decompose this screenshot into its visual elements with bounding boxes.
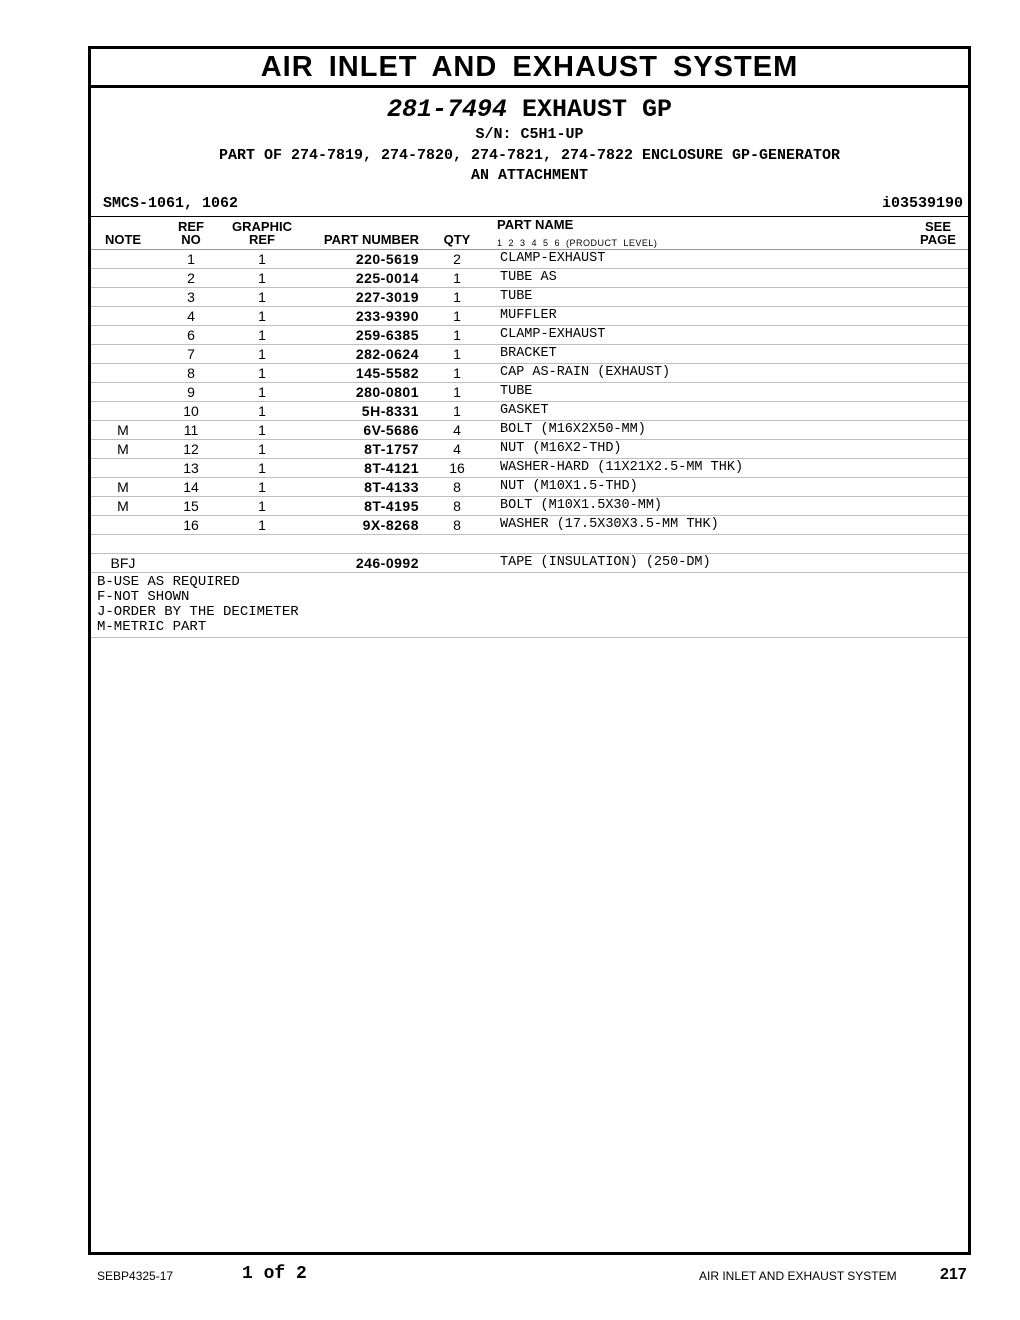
cell-part-name: MUFFLER — [500, 308, 557, 323]
cell-part-number: 225-0014 — [355, 270, 419, 286]
cell-qty: 1 — [453, 327, 461, 343]
cell-qty: 1 — [453, 308, 461, 324]
cell-part-number: 6V-5686 — [363, 422, 419, 438]
table-row — [91, 535, 968, 554]
cell-part-name: GASKET — [500, 403, 549, 418]
cell-part-number: 280-0801 — [355, 384, 419, 400]
cell-ref-no: 9 — [187, 384, 195, 400]
cell-part-number: 8T-4133 — [364, 479, 419, 495]
col-see-top: SEE — [924, 219, 951, 234]
table-row — [91, 326, 968, 345]
cell-part-name: TAPE (INSULATION) (250-DM) — [500, 555, 711, 570]
table-row — [91, 459, 968, 478]
cell-graphic-ref: 1 — [258, 308, 266, 324]
cell-graphic-ref: 1 — [258, 270, 266, 286]
cell-part-name: CLAMP-EXHAUST — [500, 327, 606, 342]
cell-part-name: BOLT (M10X1.5X30-MM) — [500, 498, 663, 513]
cell-part-name: WASHER (17.5X30X3.5-MM THK) — [500, 517, 719, 532]
cell-qty: 1 — [453, 270, 461, 286]
cell-ref-no: 16 — [183, 517, 199, 533]
table-row — [91, 497, 968, 516]
group-name: EXHAUST GP — [522, 95, 673, 124]
cell-qty: 1 — [453, 289, 461, 305]
cell-ref-no: 4 — [187, 308, 195, 324]
table-row — [91, 440, 968, 459]
cell-ref-no: 12 — [183, 441, 199, 457]
cell-part-name: NUT (M16X2-THD) — [500, 441, 622, 456]
cell-part-number: 5H-8331 — [361, 403, 419, 419]
parts-table — [91, 250, 968, 573]
cell-part-number: 220-5619 — [355, 251, 419, 267]
table-row — [91, 250, 968, 269]
cell-qty: 1 — [453, 346, 461, 362]
cell-ref-no: 10 — [183, 403, 199, 419]
cell-note: M — [117, 422, 129, 438]
cell-graphic-ref: 1 — [258, 517, 266, 533]
cell-part-name: NUT (M10X1.5-THD) — [500, 479, 638, 494]
cell-ref-no: 3 — [187, 289, 195, 305]
cell-part-number: 8T-4121 — [364, 460, 419, 476]
table-row — [91, 364, 968, 383]
col-graphic-top: GRAPHIC — [232, 219, 292, 234]
cell-ref-no: 7 — [187, 346, 195, 362]
cell-ref-no: 11 — [183, 422, 199, 438]
col-see-bottom: PAGE — [920, 232, 956, 247]
footer-page-number: 217 — [940, 1266, 967, 1283]
cell-graphic-ref: 1 — [258, 403, 266, 419]
col-note: NOTE — [104, 232, 142, 247]
cell-part-number: 233-9390 — [355, 308, 419, 324]
table-row — [91, 421, 968, 440]
table-row — [91, 307, 968, 326]
cell-graphic-ref: 1 — [258, 498, 266, 514]
cell-qty: 1 — [453, 365, 461, 381]
footer-page-of: 1 of 2 — [242, 1264, 307, 1284]
column-headers — [91, 217, 968, 250]
cell-note: BFJ — [110, 555, 136, 571]
cell-qty: 8 — [453, 517, 461, 533]
footer-section: AIR INLET AND EXHAUST SYSTEM — [699, 1269, 897, 1283]
cell-note: M — [117, 441, 129, 457]
cell-graphic-ref: 1 — [258, 384, 266, 400]
table-row — [91, 288, 968, 307]
cell-part-number: 246-0992 — [355, 555, 419, 571]
cell-note: M — [117, 479, 129, 495]
cell-part-name: WASHER-HARD (11X21X2.5-MM THK) — [500, 460, 744, 475]
part-of-line: PART OF 274-7819, 274-7820, 274-7821, 274-7822 ENCLOSURE GP-GENERATOR — [218, 147, 841, 164]
group-number: 281-7494 — [386, 95, 507, 124]
cell-part-name: TUBE — [500, 289, 533, 304]
cell-qty: 4 — [453, 441, 461, 457]
cell-part-name: BRACKET — [500, 346, 557, 361]
table-row — [91, 402, 968, 421]
col-product-levels: 1 2 3 4 5 6 (PRODUCT LEVEL) — [497, 238, 658, 248]
cell-graphic-ref: 1 — [258, 346, 266, 362]
page-footer — [0, 1264, 1020, 1288]
cell-graphic-ref: 1 — [258, 251, 266, 267]
cell-part-number: 259-6385 — [355, 327, 419, 343]
note-j: J-ORDER BY THE DECIMETER — [97, 604, 299, 620]
table-row — [91, 554, 968, 573]
cell-part-number: 227-3019 — [355, 289, 419, 305]
cell-qty: 1 — [453, 384, 461, 400]
cell-qty: 8 — [453, 498, 461, 514]
cell-graphic-ref: 1 — [258, 289, 266, 305]
table-row — [91, 478, 968, 497]
illustration-id: i03539190 — [881, 195, 963, 212]
cell-graphic-ref: 1 — [258, 460, 266, 476]
cell-part-name: TUBE AS — [500, 270, 557, 285]
group-title — [91, 96, 968, 124]
page-frame — [88, 46, 971, 1255]
cell-qty: 8 — [453, 479, 461, 495]
table-row — [91, 516, 968, 535]
col-ref-top: REF — [178, 219, 204, 234]
cell-part-name: BOLT (M16X2X50-MM) — [500, 422, 646, 437]
smcs-row — [91, 192, 968, 217]
cell-graphic-ref: 1 — [258, 422, 266, 438]
table-row — [91, 269, 968, 288]
cell-part-number: 282-0624 — [355, 346, 419, 362]
cell-part-number: 8T-1757 — [364, 441, 419, 457]
cell-graphic-ref: 1 — [258, 441, 266, 457]
col-part-number: PART NUMBER — [323, 232, 419, 247]
table-row — [91, 383, 968, 402]
cell-qty: 16 — [449, 460, 465, 476]
cell-ref-no: 15 — [183, 498, 199, 514]
footer-doc-number: SEBP4325-17 — [97, 1269, 174, 1283]
cell-part-number: 9X-8268 — [362, 517, 419, 533]
cell-graphic-ref: 1 — [258, 327, 266, 343]
cell-part-number: 8T-4195 — [364, 498, 419, 514]
cell-part-name: TUBE — [500, 384, 533, 399]
attachment-line: AN ATTACHMENT — [470, 167, 589, 184]
cell-part-name: CAP AS-RAIN (EXHAUST) — [500, 365, 671, 380]
cell-ref-no: 2 — [187, 270, 195, 286]
cell-part-name: CLAMP-EXHAUST — [500, 251, 606, 266]
serial-number: S/N: C5H1-UP — [475, 126, 584, 143]
page-title: AIR INLET AND EXHAUST SYSTEM — [91, 49, 968, 88]
cell-ref-no: 1 — [187, 251, 195, 267]
col-graphic-bottom: REF — [249, 232, 275, 247]
table-row — [91, 345, 968, 364]
col-qty: QTY — [443, 232, 471, 247]
cell-note: M — [117, 498, 129, 514]
note-m: M-METRIC PART — [97, 619, 207, 635]
cell-qty: 1 — [453, 403, 461, 419]
cell-graphic-ref: 1 — [258, 479, 266, 495]
cell-qty: 4 — [453, 422, 461, 438]
cell-ref-no: 14 — [183, 479, 199, 495]
cell-qty: 2 — [453, 251, 461, 267]
notes-legend — [91, 573, 968, 638]
note-b: B-USE AS REQUIRED — [97, 574, 240, 590]
smcs-codes: SMCS-1061, 1062 — [103, 195, 239, 212]
cell-ref-no: 13 — [183, 460, 199, 476]
cell-ref-no: 6 — [187, 327, 195, 343]
cell-part-number: 145-5582 — [355, 365, 419, 381]
col-part-name: PART NAME — [497, 217, 574, 232]
col-ref-bottom: NO — [181, 232, 201, 247]
cell-graphic-ref: 1 — [258, 365, 266, 381]
note-f: F-NOT SHOWN — [97, 589, 190, 605]
cell-ref-no: 8 — [187, 365, 195, 381]
